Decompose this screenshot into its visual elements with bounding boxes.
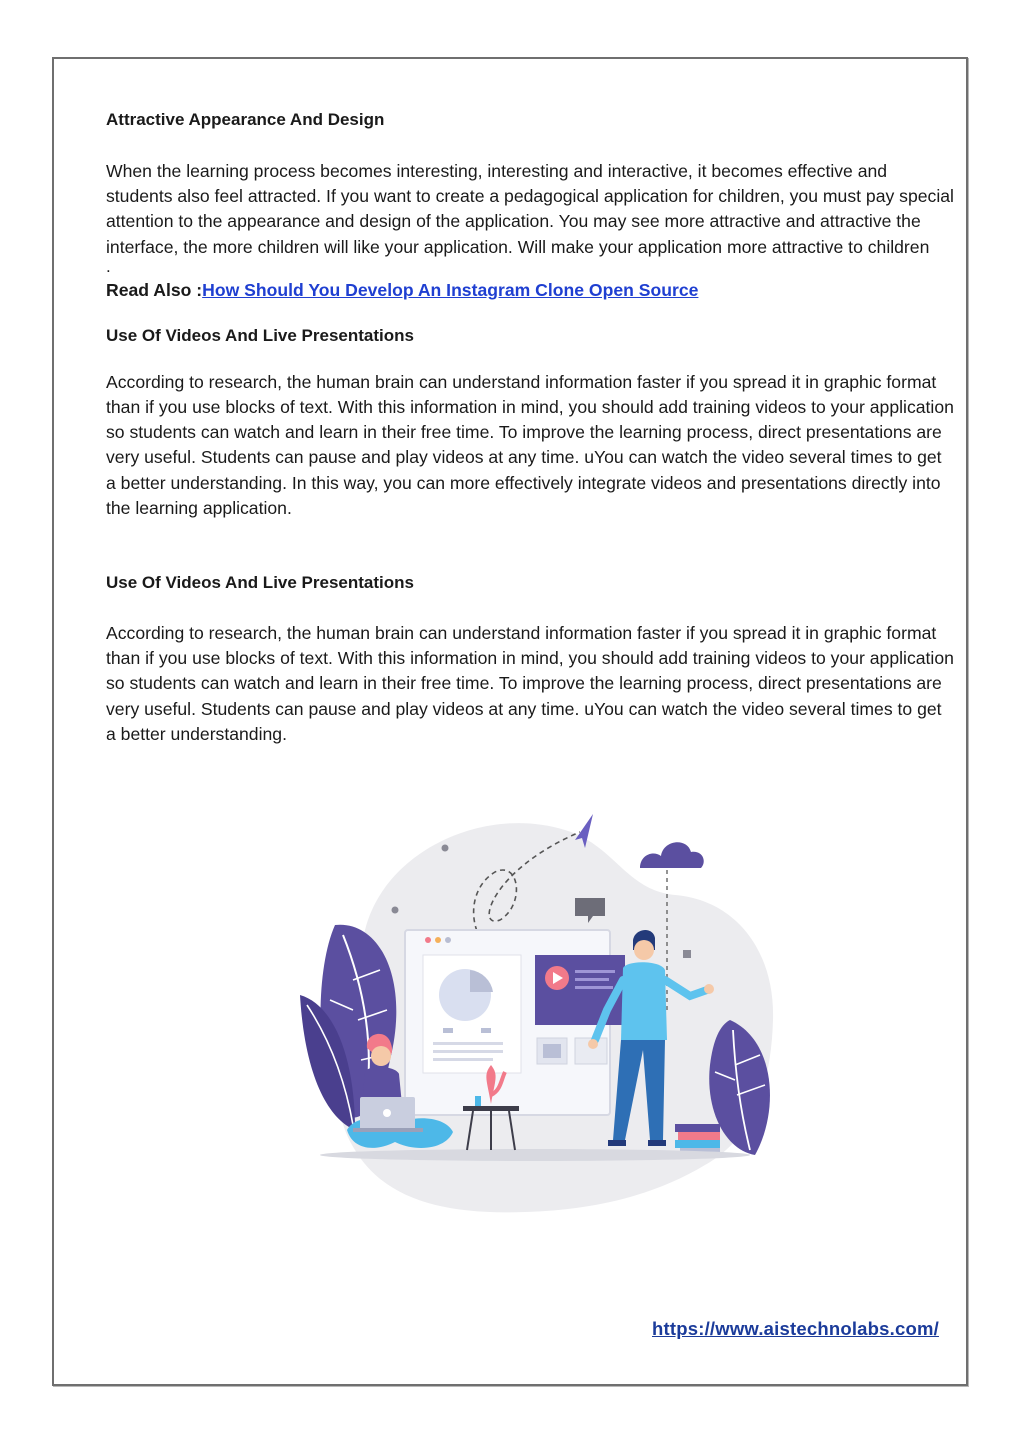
read-also-label: Read Also : [106,279,203,300]
footer-website-link[interactable]: https://www.aistechnolabs.com/ [652,1318,939,1339]
ground-shadow [320,1149,750,1161]
document-content [106,108,956,747]
presentation-board [405,930,625,1115]
section-heading-videos-repeat: Use Of Videos And Live Presentations [106,573,414,593]
read-also-link[interactable]: How Should You Develop An Instagram Clone Open Source [202,279,699,300]
section-body-videos-repeat: According to research, the human brain can understand information faster if you spread it in graphic format than if you use blocks of text. With this information in mind, you should add training videos to your application so students can watch and learn in their free time. To improve the learning process, direct presentations are very useful. Students can pause and play videos at any time. uYou can watch the video several times to get a better understanding. [106,623,954,744]
read-also-line [106,278,956,302]
video-panel [535,955,625,1025]
decor-dot-icon [392,907,399,914]
section-body-videos: According to research, the human brain can understand information faster if you spread it in graphic format than if you use blocks of text. With this information in mind, you should add training videos to your application so students can watch and learn in their free time. To improve the learning process, direct presentations are very useful. Students can pause and play videos at any time. uYou can watch the video several times to get a better understanding. In this way, you can more effectively integrate videos and presentations directly into the learning application. [106,371,954,518]
section-heading-appearance: Attractive Appearance And Design [106,110,385,129]
trailing-dot: . [106,256,111,276]
glass-icon [475,1096,481,1106]
decor-dot-icon [442,845,449,852]
section-heading-videos: Use Of Videos And Live Presentations [106,325,414,345]
online-learning-illustration [295,810,795,1240]
decor-square-icon [683,950,691,958]
section-body-appearance: When the learning process becomes interesting, interesting and interactive, it becomes effective and students also feel attracted. If you want to create a pedagogical application for children, you must pay special attention to the appearance and design of the application. You may see more attractive and attractive the interface, the more children will like your application. Will make your application more attractive to children [106,161,954,257]
